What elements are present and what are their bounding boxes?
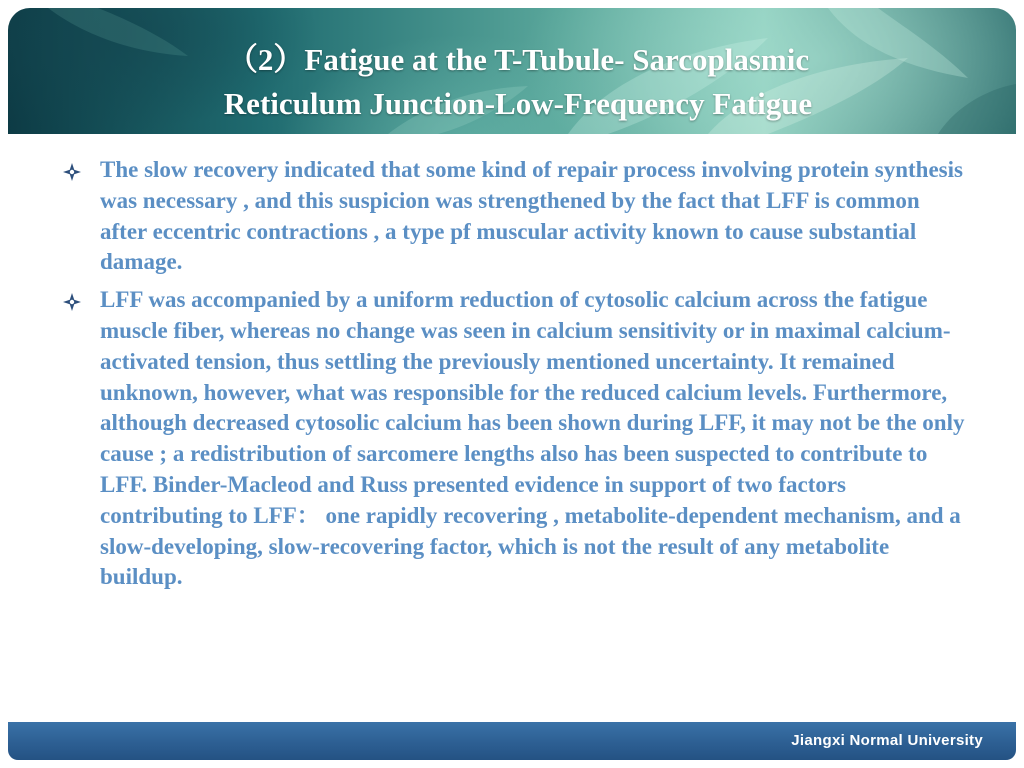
bullet-item	[62, 155, 967, 278]
header-banner	[8, 8, 1016, 134]
bullet-text: The slow recovery indicated that some kind of repair process involving protein synthesis was necessary , and this suspicion was strengthened by the fact that LFF is common after eccentric contractions , a type pf muscular activity known to cause substantial damage.	[100, 157, 963, 275]
bullet-text: LFF was accompanied by a uniform reduction of cytosolic calcium across the fatigue muscle fiber, whereas no change was seen in calcium sensitivity or in maximal calcium-activated tension, thus settling the previously mentioned uncertainty. It remained unknown, however, what was responsible for the reduced calcium levels. Furthermore, although decreased cytosolic calcium has been shown during LFF, it may not be the only cause ; a redistribution of sarcomere lengths also has been suspected to contribute to LFF. Binder-Macleod and Russ presented evidence in support of two factors contributing to LFF： one rapidly recovering , metabolite-dependent mechanism, and a slow-developing, slow-recovering factor, which is not the result of any metabolite buildup.	[100, 287, 965, 590]
footer-bar	[8, 722, 1016, 760]
diamond-bullet-icon	[62, 162, 82, 182]
title-line-2: Reticulum Junction-Low-Frequency Fatigue	[223, 86, 813, 121]
page-title	[68, 38, 968, 126]
bullet-item	[62, 285, 967, 593]
diamond-bullet-icon	[62, 292, 82, 312]
title-line-1: （2）Fatigue at the T-Tubule- Sarcoplasmic	[226, 42, 810, 77]
content-area	[62, 155, 967, 600]
footer-university-name: Jiangxi Normal University	[791, 732, 983, 749]
